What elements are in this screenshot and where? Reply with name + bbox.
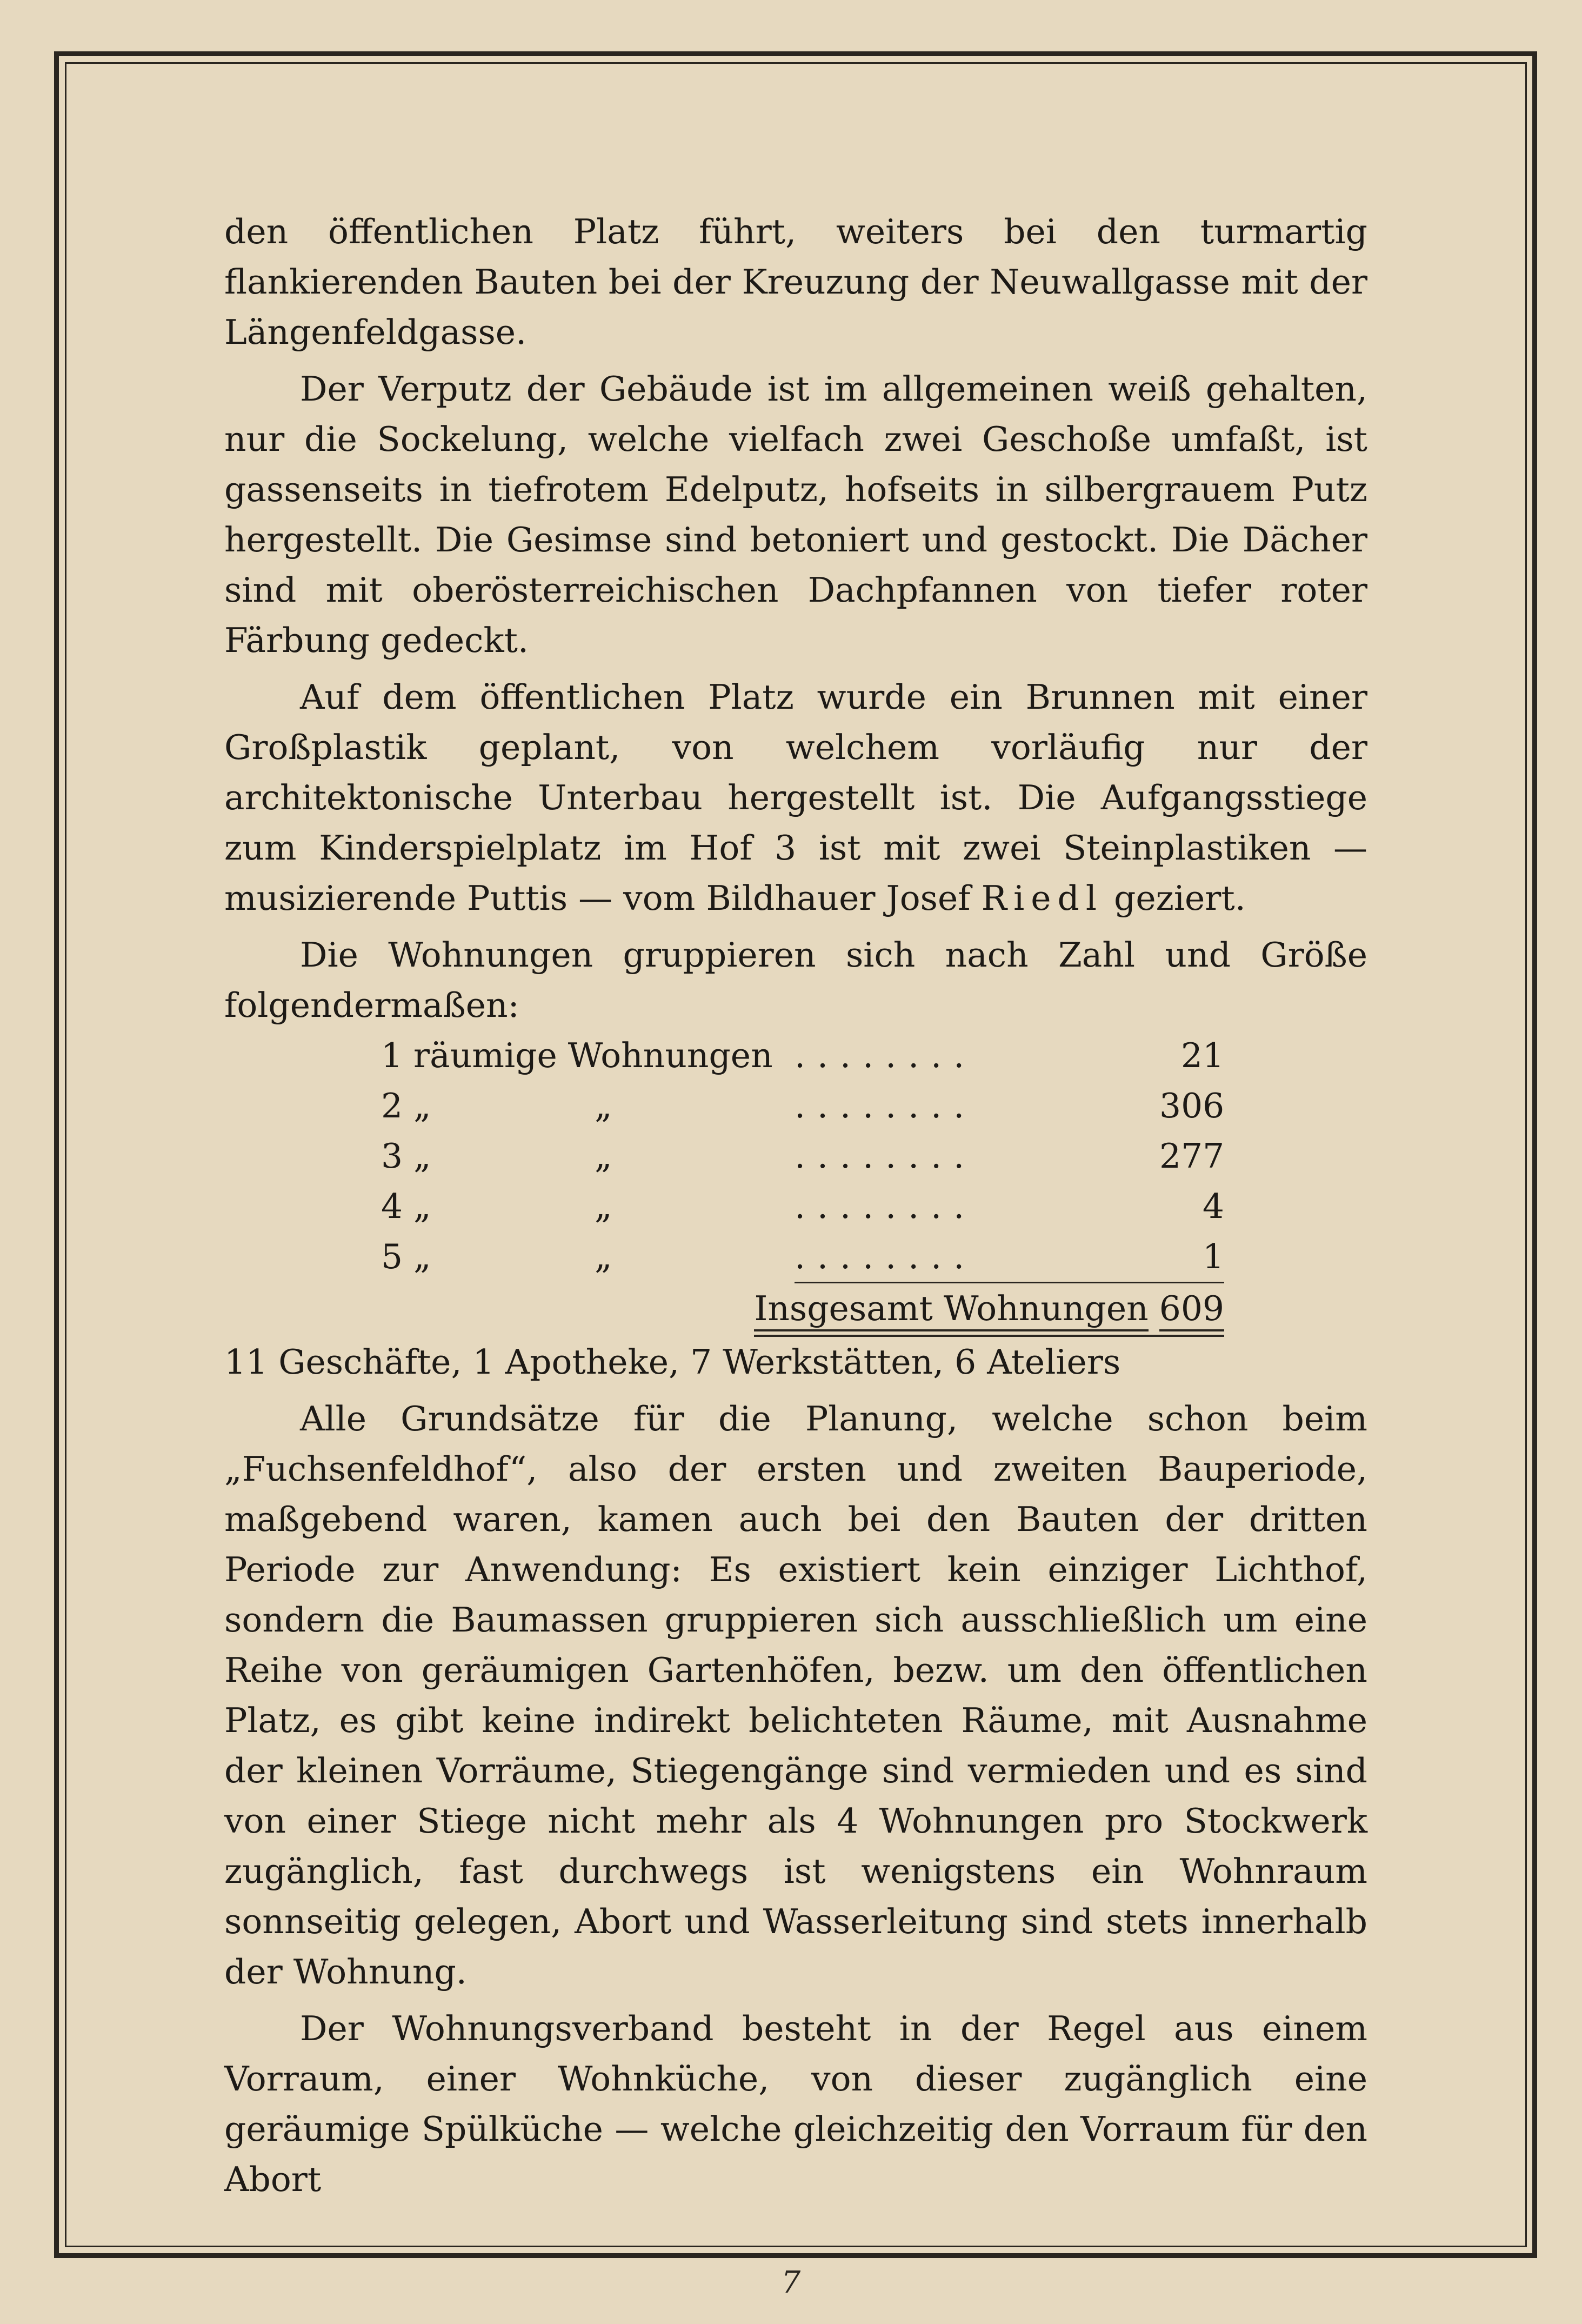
ditto-mark: „ [413,1237,431,1276]
ditto-mark: „ [595,1136,612,1176]
paragraph-4: Die Wohnungen gruppieren sich nach Zahl und Größe folgendermaßen: [224,935,1367,1025]
rooms-count: 2 [381,1086,403,1126]
table-row [381,1081,1224,1131]
apartment-count: 1 [1159,1231,1224,1283]
table-row [381,1131,1224,1181]
apartment-count: 4 [1202,1187,1224,1226]
ditto-mark: „ [413,1086,431,1126]
dot-leader: ........ [795,1086,977,1126]
ditto-mark: „ [413,1187,431,1226]
rooms-count: 3 [381,1136,403,1176]
rooms-count: 1 [381,1036,403,1075]
table-row [381,1181,1224,1231]
apartment-count: 21 [1180,1036,1224,1075]
ditto-mark: „ [595,1086,612,1126]
sculptor-name: Riedl [981,878,1104,918]
rooms-count: 5 [381,1237,403,1276]
paragraph-3-end: geziert. [1114,878,1246,918]
paragraph-6: Der Wohnungsverband besteht in der Regel aus einem Vorraum, einer Wohnküche, von dieser zugänglich eine geräumige Spülküche — welche gleichzeitig den Vorraum für den Abort [224,2009,1367,2199]
business-summary: 11 Geschäfte, 1 Apotheke, 7 Werkstätten, 6 Ateliers [224,1342,1121,1382]
row-label: räumige Wohnungen [413,1036,773,1075]
paragraph-3 [224,672,1367,923]
total-value: 609 [1159,1289,1224,1331]
ditto-mark: „ [413,1136,431,1176]
paragraph-3-text: Auf dem öffentlichen Platz wurde ein Brunnen mit einer Großplastik geplant, von welchem vorläufig nur der architektonische Unterbau hergestellt ist. Die Aufgangsstiege zum Kinderspielplatz im Hof 3 ist mit zwei Steinplastiken — musizierende Puttis — vom Bildhauer Josef [224,677,1367,918]
page-body [224,207,1367,2205]
rooms-count: 4 [381,1187,403,1226]
table-row [381,1231,1224,1283]
dot-leader: ........ [795,1231,1159,1283]
ditto-mark: „ [595,1237,612,1276]
page-number: 7 [781,2265,801,2300]
apartment-table [381,1030,1224,1337]
apartment-count: 306 [1159,1086,1225,1126]
dot-leader: ........ [795,1187,977,1226]
paragraph-2: Der Verputz der Gebäude ist im allgemeinen weiß gehalten, nur die Sockelung, welche vielfach zwei Geschoße umfaßt, ist gassenseits in tiefrotem Edelputz, hofseits in silbergrauem Putz hergestellt. Die Gesimse sind betoniert und gestockt. Die Dächer sind mit oberösterreichischen Dachpfannen von tiefer roter Färbung gedeckt. [224,369,1367,660]
paragraph-5: Alle Grundsätze für die Planung, welche schon beim „Fuchsenfeldhof“, also der ersten und zweiten Bauperiode, maßgebend waren, kamen auch bei den Bauten der dritten Periode zur Anwendung: Es existiert kein einziger Lichthof, sondern die Baumassen gruppieren sich ausschließlich um eine Reihe von geräumigen Gartenhöfen, bezw. um den öffentlichen Platz, es gibt keine indirekt belichteten Räume, mit Ausnahme der kleinen Vorräume, Stiegengänge sind vermieden und es sind von einer Stiege nicht mehr als 4 Wohnungen pro Stockwerk zugänglich, fast durchwegs ist wenigstens ein Wohnraum sonnseitig gelegen, Abort und Wasserleitung sind stets innerhalb der Wohnung. [224,1399,1367,1992]
apartment-count: 277 [1159,1136,1225,1176]
ditto-mark: „ [595,1187,612,1226]
table-total-row [381,1283,1224,1337]
table-row [381,1030,1224,1081]
dot-leader: ........ [795,1036,977,1075]
paragraph-1: den öffentlichen Platz führt, weiters bei den turmartig flankierenden Bauten bei der Kreuzung der Neuwallgasse mit der Längenfeldgasse. [224,212,1367,352]
dot-leader: ........ [795,1136,977,1176]
total-label: Insgesamt Wohnungen [754,1289,1148,1331]
